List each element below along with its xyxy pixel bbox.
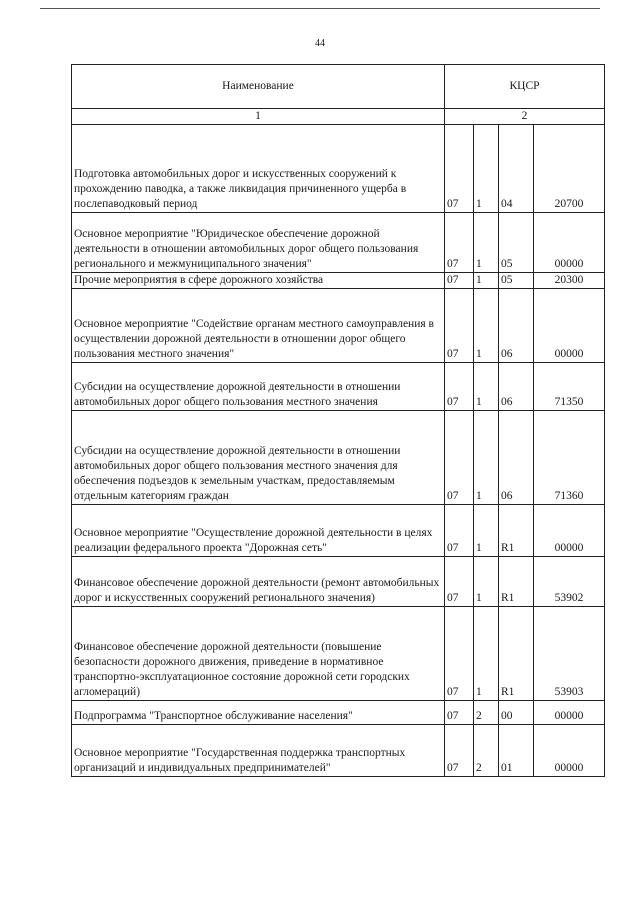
- table-row: [72, 289, 605, 363]
- row-name: Финансовое обеспечение дорожной деятельности (ремонт автомобильных дорог и искусственных сооружений регионального значения): [72, 557, 445, 607]
- row-code-direction: 20700: [534, 125, 605, 213]
- row-code-program: 07: [445, 411, 474, 505]
- header-name: Наименование: [72, 65, 445, 109]
- column-number-1: 1: [72, 109, 445, 125]
- row-code-activity: R1: [499, 607, 534, 701]
- row-code-program: 07: [445, 289, 474, 363]
- row-name: Подпрограмма "Транспортное обслуживание населения": [72, 701, 445, 725]
- table-row: [72, 505, 605, 557]
- column-number-2: 2: [445, 109, 605, 125]
- row-code-subprogram: 1: [474, 273, 499, 289]
- row-code-program: 07: [445, 273, 474, 289]
- row-code-subprogram: 1: [474, 363, 499, 411]
- table-row: [72, 273, 605, 289]
- row-code-direction: 00000: [534, 213, 605, 273]
- row-code-activity: 06: [499, 411, 534, 505]
- scan-top-border: [40, 8, 600, 9]
- row-name: Прочие мероприятия в сфере дорожного хозяйства: [72, 273, 445, 289]
- table-row: [72, 363, 605, 411]
- row-name: Субсидии на осуществление дорожной деятельности в отношении автомобильных дорог общего пользования местного значения для обеспечения подъездов к земельным участкам, предоставляемым отдельным категориям граждан: [72, 411, 445, 505]
- row-code-direction: 71360: [534, 411, 605, 505]
- page-number: 44: [315, 38, 325, 49]
- row-code-subprogram: 1: [474, 557, 499, 607]
- row-code-direction: 53902: [534, 557, 605, 607]
- row-name: Основное мероприятие "Содействие органам местного самоуправления в осуществлении дорожной деятельности в отношении дорог общего пользования местного значения": [72, 289, 445, 363]
- row-code-program: 07: [445, 125, 474, 213]
- row-name: Субсидии на осуществление дорожной деятельности в отношении автомобильных дорог общего пользования местного значения: [72, 363, 445, 411]
- row-code-program: 07: [445, 213, 474, 273]
- row-code-subprogram: 1: [474, 213, 499, 273]
- table-row: [72, 557, 605, 607]
- row-code-subprogram: 1: [474, 505, 499, 557]
- table-header-row: [72, 65, 605, 109]
- header-kcsr: КЦСР: [445, 65, 605, 109]
- row-name: Подготовка автомобильных дорог и искусственных сооружений к прохождению паводка, а также ликвидация причиненного ущерба в послепаводковый период: [72, 125, 445, 213]
- row-code-direction: 20300: [534, 273, 605, 289]
- row-code-subprogram: 2: [474, 725, 499, 777]
- table-row: [72, 213, 605, 273]
- row-code-activity: 05: [499, 273, 534, 289]
- row-code-activity: 00: [499, 701, 534, 725]
- row-name: Основное мероприятие "Осуществление дорожной деятельности в целях реализации федерального проекта "Дорожная сеть": [72, 505, 445, 557]
- row-code-subprogram: 1: [474, 125, 499, 213]
- row-code-activity: 04: [499, 125, 534, 213]
- row-code-program: 07: [445, 725, 474, 777]
- column-number-row: [72, 109, 605, 125]
- row-name: Основное мероприятие "Юридическое обеспечение дорожной деятельности в отношении автомобильных дорог общего пользования регионального и межмуниципального значения": [72, 213, 445, 273]
- row-code-activity: 01: [499, 725, 534, 777]
- row-code-activity: R1: [499, 557, 534, 607]
- table-row: [72, 125, 605, 213]
- row-code-subprogram: 1: [474, 289, 499, 363]
- row-code-direction: 71350: [534, 363, 605, 411]
- table-row: [72, 725, 605, 777]
- row-name: Основное мероприятие "Государственная поддержка транспортных организаций и индивидуальных предпринимателей": [72, 725, 445, 777]
- row-code-subprogram: 1: [474, 411, 499, 505]
- table-row: [72, 411, 605, 505]
- row-code-activity: 06: [499, 363, 534, 411]
- table-row: [72, 607, 605, 701]
- row-code-direction: 00000: [534, 289, 605, 363]
- row-code-direction: 00000: [534, 725, 605, 777]
- row-code-program: 07: [445, 505, 474, 557]
- row-code-activity: 06: [499, 289, 534, 363]
- table-body: [72, 125, 605, 777]
- row-code-direction: 53903: [534, 607, 605, 701]
- table-row: [72, 701, 605, 725]
- row-code-program: 07: [445, 701, 474, 725]
- row-code-activity: R1: [499, 505, 534, 557]
- row-name: Финансовое обеспечение дорожной деятельности (повышение безопасности дорожного движения, приведение в нормативное транспортно-эксплуатационное состояние дорожной сети городских агломераций): [72, 607, 445, 701]
- row-code-subprogram: 1: [474, 607, 499, 701]
- row-code-activity: 05: [499, 213, 534, 273]
- kcsr-table: [71, 64, 605, 777]
- row-code-direction: 00000: [534, 505, 605, 557]
- row-code-subprogram: 2: [474, 701, 499, 725]
- row-code-program: 07: [445, 607, 474, 701]
- row-code-program: 07: [445, 557, 474, 607]
- row-code-direction: 00000: [534, 701, 605, 725]
- row-code-program: 07: [445, 363, 474, 411]
